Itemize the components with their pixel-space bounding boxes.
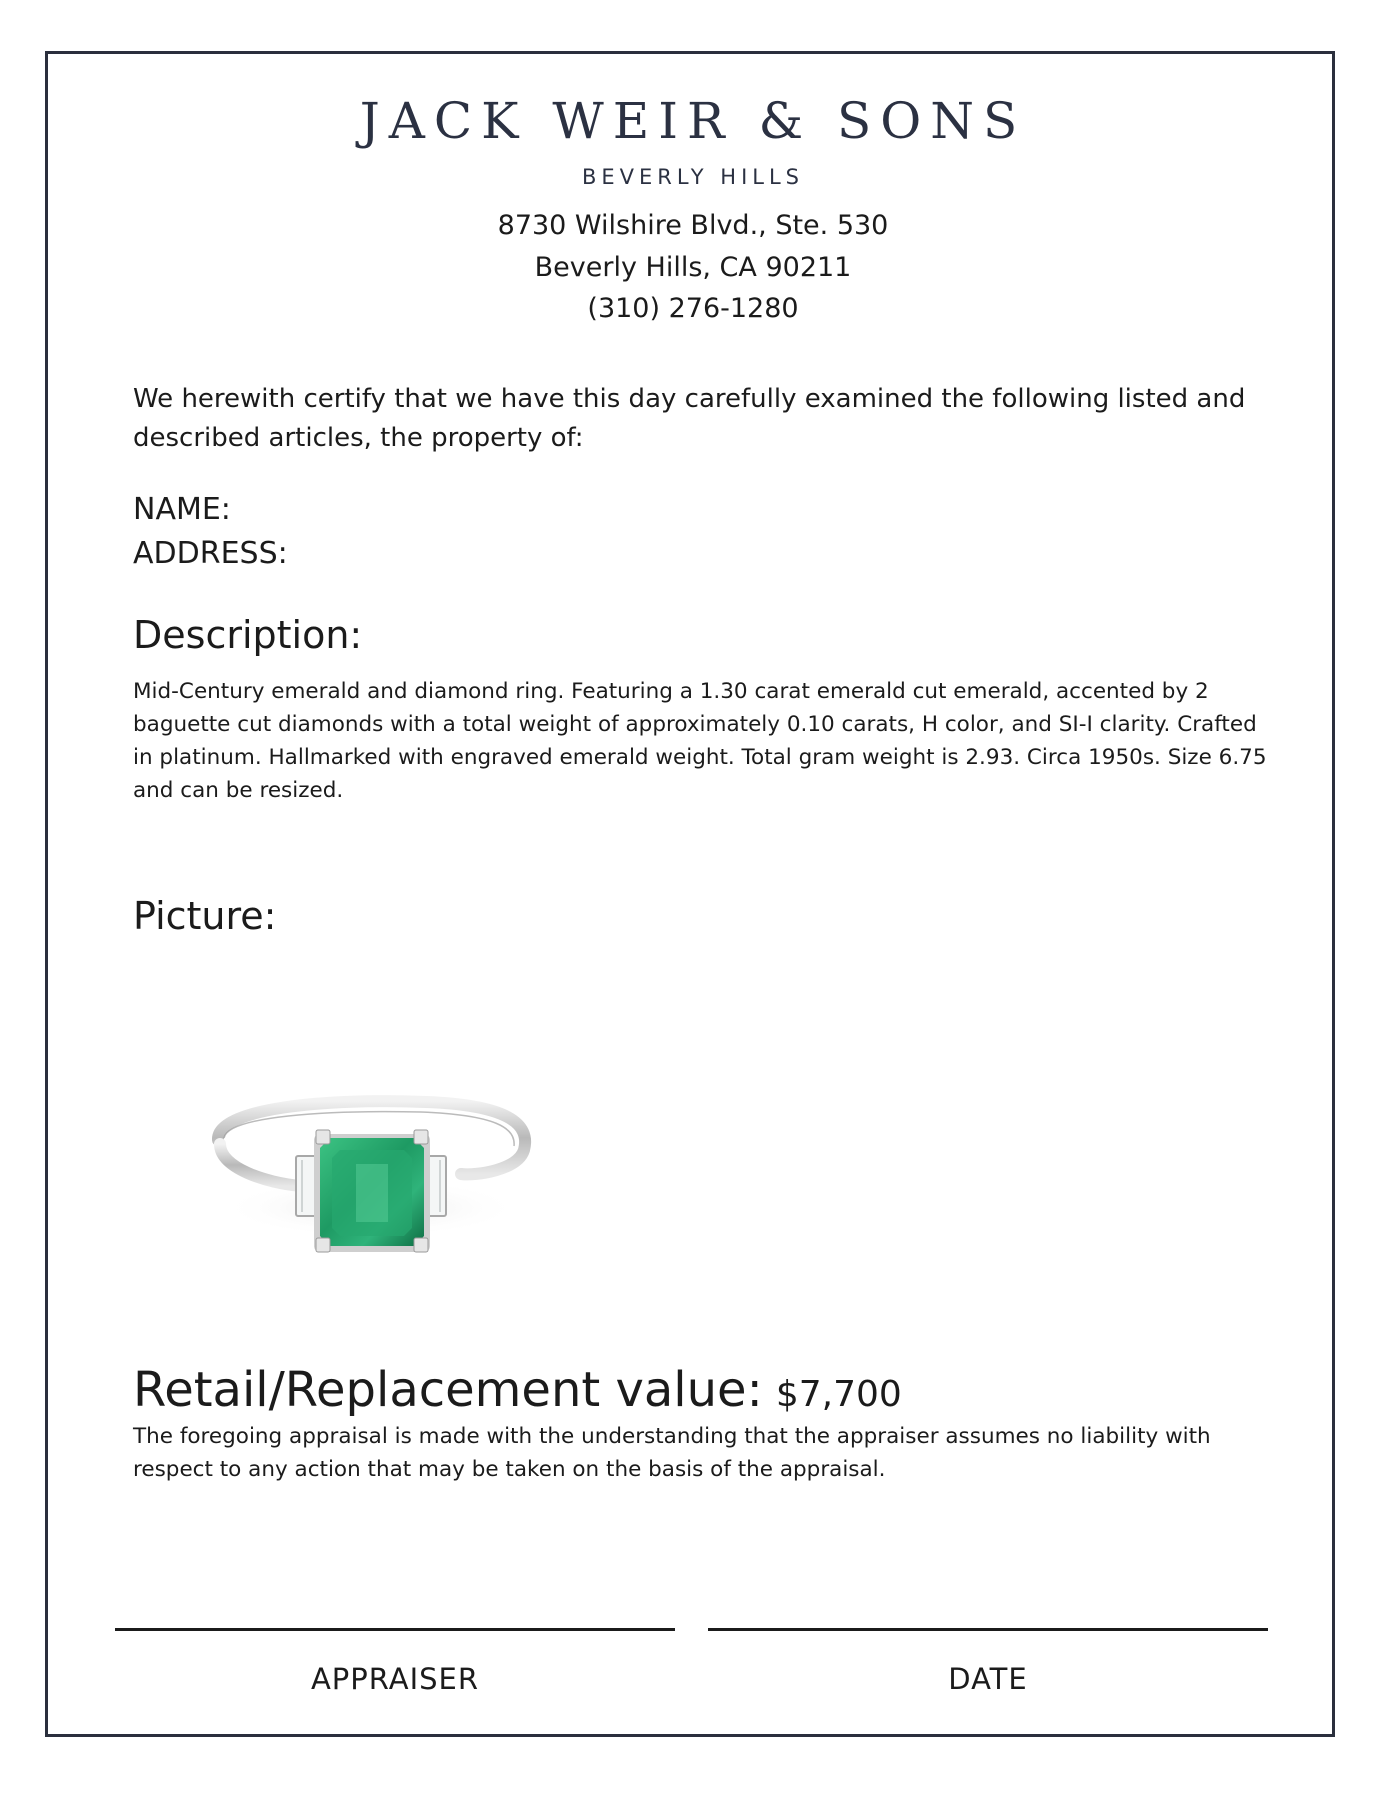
value-row [133,1362,902,1418]
description-heading: Description: [133,613,363,657]
appraiser-signature-line [115,1628,675,1631]
address-label: ADDRESS: [133,536,288,571]
ring-photo [206,1088,536,1268]
certification-statement: We herewith certify that we have this day carefully examined the following listed and described articles, the property of: [133,384,1246,453]
description-text: Mid-Century emerald and diamond ring. Featuring a 1.30 carat emerald cut emerald, accented by 2 baguette cut diamonds with a total weight of approximately 0.10 carats, H color, and SI-I clarity. Crafted in platinum. Hallmarked with engraved emerald weight. Total gram weight is 2.93. Circa 1950s. Size 6.75 and can be resized. [133,679,1267,803]
name-label: NAME: [133,492,231,527]
city-state-zip: Beverly Hills, CA 90211 [534,252,852,283]
brand-location: BEVERLY HILLS [581,165,805,189]
picture-heading: Picture: [133,894,277,938]
phone-number: (310) 276-1280 [587,293,799,324]
brand-name: JACK WEIR & SONS [359,92,1027,150]
date-signature-line [708,1628,1268,1631]
appraiser-label: APPRAISER [310,1662,480,1696]
appraisal-disclaimer: The foregoing appraisal is made with the understanding that the appraiser assumes no liability with respect to any action that may be taken on the basis of the appraisal. [133,1424,1211,1482]
value-label: Retail/Replacement value: [133,1362,763,1418]
value-amount: $7,700 [775,1374,902,1415]
date-label: DATE [948,1662,1028,1696]
street-address: 8730 Wilshire Blvd., Ste. 530 [497,210,889,241]
